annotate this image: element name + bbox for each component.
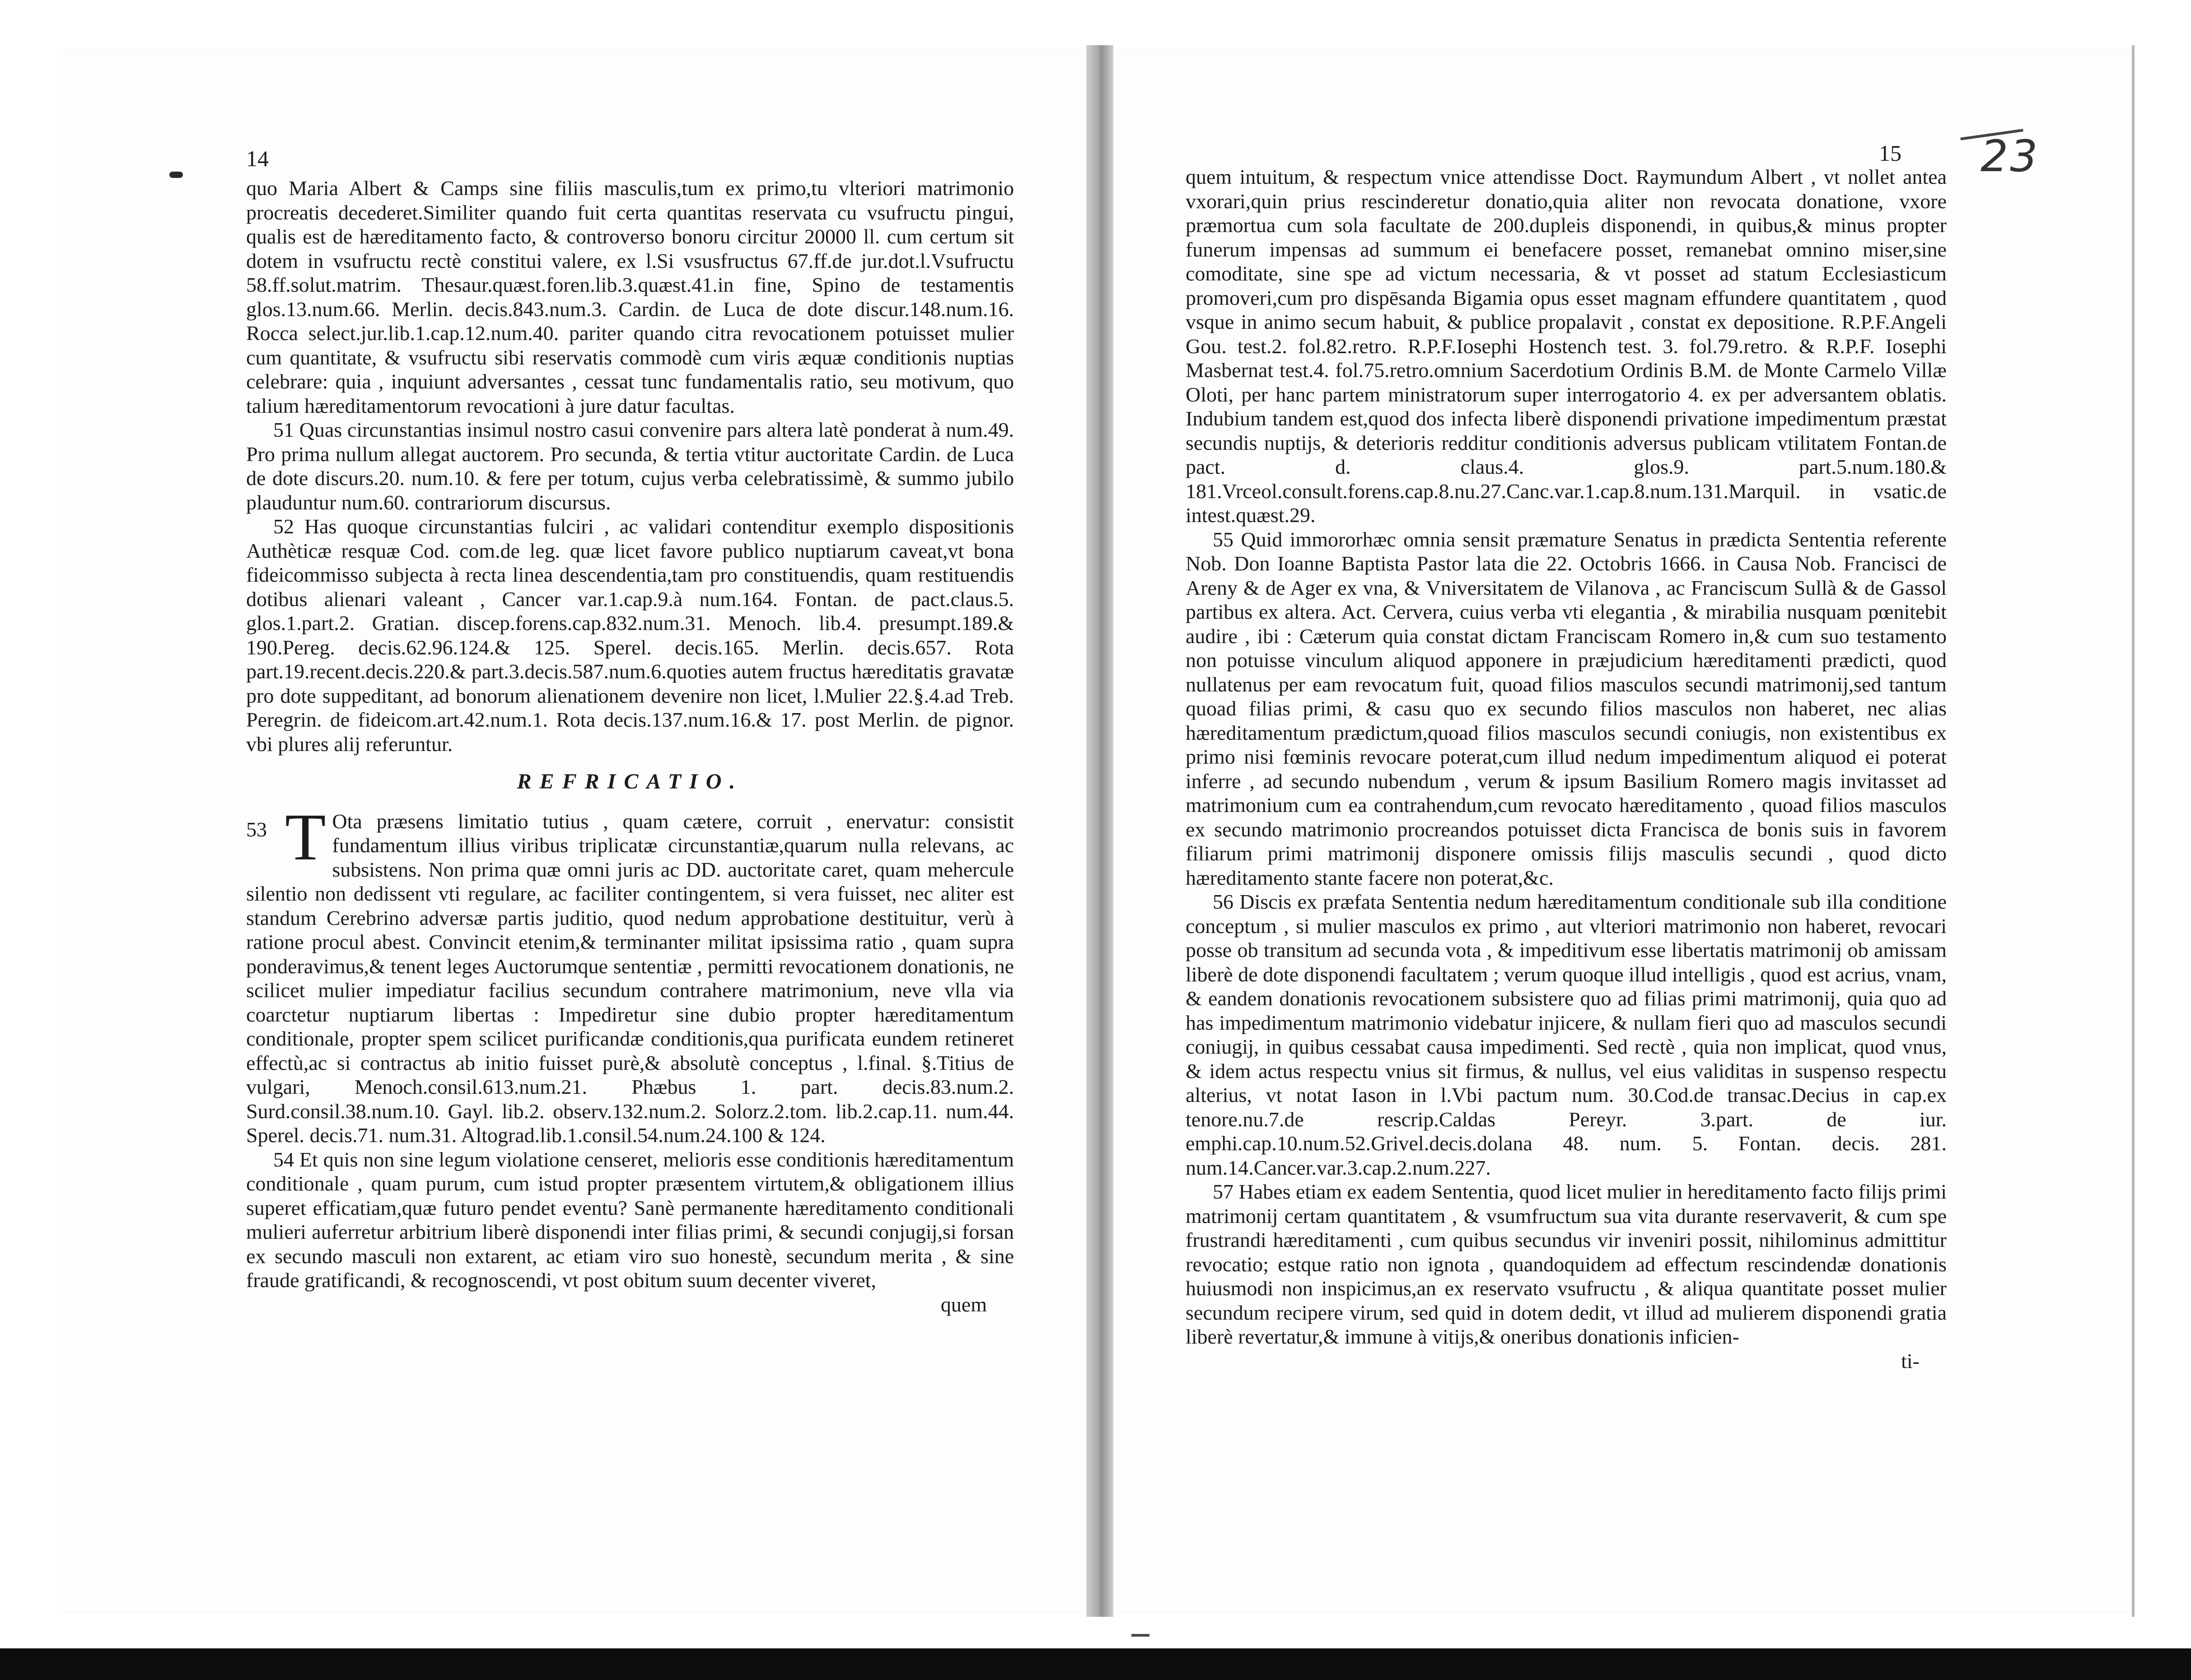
paragraph-54: 54 Et quis non sine legum violatione censeret, melioris esse conditionis hæreditamentum conditionale , quam purum, cum istud propter præsentem virtutem,& obligationem illius superet efficatiam,quæ futuro pendet eventu? Sanè permanente hæreditamento conditionali mulieri auferretur arbitrium liberè disponendi inter filias primi, & secundi conjugij,si forsan ex secundo masculi non extarent, ac etiam viro suo honestè, secundum merita , & sine fraude gratificandi, & recognoscendi, vt post obitum suum decenter viveret, (246, 1148, 1014, 1292)
paragraph-continuation: quo Maria Albert & Camps sine filiis masculis,tum ex primo,tu vlteriori matrimonio procreatis decederet.Similiter quando fuit certa quantitas reservata cu vsufructu pingui, qualis est de hæreditamento facto, & controverso bonoru circitur 20000 ll. cum certum sit dotem in vsufructu rectè constitui valere, ex l.Si vsusfructus 67.ff.de jur.dot.l.Vsufructu 58.ff.solut.matrim. Thesaur.quæst.foren.lib.3.quæst.41.in fine, Spino de testamentis glos.13.num.66. Merlin. decis.843.num.3. Cardin. de Luca de dote discur.148.num.16. Rocca select.jur.lib.1.cap.12.num.40. pariter quando citra revocationem potuisset mulier cum quantitate, & vsufructu sibi reservatis commodè cum viris æquæ conditionis nuptias celebrare: quia , inquiunt adversantes , cessat tunc fundamentalis ratio, seu motivum, quo talium hæreditamentorum revocationi à jure datur facultas. (246, 177, 1014, 417)
scan-mark (1131, 1634, 1149, 1637)
paragraph-52: 52 Has quoque circunstantias fulciri , ac validari contenditur exemplo dispositionis Authèticæ resquæ Cod. com.de leg. quæ licet favore publico nuptiarum caveat,vt bona fideicommisso subjecta à recta linea descendentia,tam pro constituendis, quam restituendis dotibus alienari valeant , Cancer var.1.cap.9.à num.164. Fontan. de pact.claus.5. glos.1.part.2. Gratian. discep.forens.cap.832.num.31. Menoch. lib.4. presumpt.189.& 190.Pereg. decis.62.96.124.& 125. Sperel. decis.165. Merlin. decis.657. Rota part.19.recent.decis.220.& part.3.decis.587.num.6.quoties autem fructus hæreditatis gravatæ pro dote suppeditant, ad bonorum alienationem devenire non licet, l.Mulier 22.§.4.ad Treb. Peregrin. de fideicom.art.42.num.1. Rota decis.137.num.16.& 17. post Merlin. de pignor. vbi plures alij referuntur. (246, 515, 1014, 756)
drop-cap: T (285, 800, 326, 874)
paragraph-57: 57 Habes etiam ex eadem Sententia, quod licet mulier in hereditamento facto filijs primi matrimonij certam quantitatem , & vsumfructum sua vita durante reservaverit, & cum spe frustrandi hæreditamenti , cum quibus secundus vir inveniri possit, nihilominus admittitur revocatio; estque ratio non ignota , quandoquidem ad effectum rescindendæ donationis huiusmodi non inspicimus,an ex reservato vsufructu , & aliqua quantitate posset mulier secundum recipere virum, sed quid in dotem dedit, vt illud ad mulierem disponendi gratia liberè revertatur,& immune à vitijs,& oneribus donationis inficien- (1186, 1180, 1947, 1348)
catchword: quem (940, 1293, 987, 1316)
left-page-number: 14 (246, 146, 269, 171)
paragraph-continuation: quem intuitum, & respectum vnice attendisse Doct. Raymundum Albert , vt nollet antea vxorari,quin prius rescinderetur donatio,quia aliter non revocata donatione, vxore præmortua cum sola facultate de 200.dupleis disponendi, in quibus,& minus propter funerum impensas ad summum ei benefacere posset, remanebat omnino miser,sine comoditate, sine spe ad victum necessaria, & vt posset ad statum Ecclesiasticum promoveri,cum pro dispēsanda Bigamia opus esset magnam effundere quantitatem , quod vsque in animo secum habuit, & publice propalavit , constat ex depositione. R.P.F.Angeli Gou. test.2. fol.82.retro. R.P.F.Iosephi Hostench test. 3. fol.79.retro. & R.P.F. Iosephi Masbernat test.4. fol.75.retro.omnium Sacerdotium Ordinis B.M. de Monte Carmelo Villæ Oloti, per hanc partem ministratorum super interrogatorio 4. ex per adversantem oblatis. Indubium tandem est,quod dos infecta liberè disponendi privatione impedimentum præstat secundis nuptijs, & deterioris redditur conditionis adversus publicam vtilitatem Fontan.de pact. d. claus.4. glos.9. part.5.num.180.& 181.Vrceol.consult.forens.cap.8.nu.27.Canc.var.1.cap.8.num.131.Marquil. in vsatic.de intest.quæst.29. (1186, 165, 1947, 527)
book-gutter (1086, 45, 1113, 1617)
paragraph-55: 55 Quid immororhæc omnia sensit præmature Senatus in prædicta Sententia referente Nob. Don Ioanne Baptista Pastor lata die 22. Octobris 1666. in Causa Nob. Francisci de Areny & de Ager ex vna, & Vniversitatem de Vilanova , ac Franciscum Sullà & de Gassol partibus ex altera. Act. Cervera, cuius verba vti elegantia , & mirabilia nusquam pœnitebit audire , ibi : Cæterum quia constat dictam Franciscam Romero in,& cum suo testamento non potuisse vinculum aliquod apponere in præjudicium hæreditamenti prædicti, quod nullatenus per eam revocatum fuit, quoad filios masculos secundi matrimonij,sed tantum quoad filias primi, & casu quo ex secundo filios masculos non haberet, nec alias hæreditamentum prædictum,quoad filios masculos secundi coniugis, non existentibus ex primo nisi fœminis revocare poterat,cum illud nedum impedimentum aliquod ei poterat inferre , ad secundo nubendum , verum & ipsum Basilium Romero magis invitasset ad matrimonium cum ea contrahendum,cum revocato hæreditamento , quoad filios masculos ex secundo matrimonio procreandos potuisset dicta Francisca de bonis suis in favorem filiarum primi matrimonij disponere omissis filijs masculis secundi , quod dicto hæreditamento stante facere non poterat,&c. (1186, 527, 1947, 889)
section-heading: REFRICATIO. (517, 770, 743, 793)
paragraph-53-text: Ota præsens limitatio tutius , quam cætere, corruit , enervatur: consistit fundamentum illius viribus triplicatæ circunstantiæ,quarum nulla relevans, ac subsistens. Non prima quæ omni juris ac DD. auctoritate caret, quam mehercule silentio non dedissent vti regulare, ac faciliter contingentem, si vera fuisset, nec aliter est standum Cerebrino adversæ partis juditio, quod nedum approbatione destituitur, verù à ratione procul abest. Convincit etenim,& terminanter militat ipsissima ratio , quam supra ponderavimus,& tenent leges Auctorumque sententiæ , permitti revocationem donationis, ne scilicet mulier impediatur facilius secundum contrahere matrimonium, neve vlla via coarctetur nuptiarum libertas : Impediretur sine dubio propter hæreditamentum conditionale, propter spem scilicet purificandæ conditionis,qua purificata eundem retineret effectù,ac si contractus ab initio fuisset purè,& absolutè conceptus , l.final. §.Titius de vulgari, Menoch.consil.613.num.21. Phæbus 1. part. decis.83.num.2. Surd.consil.38.num.10. Gayl. lib.2. observ.132.num.2. Solorz.2.tom. lib.2.cap.11. num.44. Sperel. decis.71. num.31. Altograd.lib.1.consil.54.num.24.100 & 124. (246, 809, 1014, 1147)
paragraph-56: 56 Discis ex præfata Sententia nedum hæreditamentum conditionale sub illa conditione conceptum , si mulier masculos ex primo , aut vlteriori matrimonio non haberet, revocari posse ob transitum ad secunda vota , & impeditivum esse libertatis matrimonij ob amissam liberè de dote disponendi facultatem ; verum quoque illud intelligis , quod est acrius, vnam, & eandem donationis revocationem subsistere quo ad filias primi matrimonij, quia quo ad has impedimentum matrimonio videbatur injicere, & nullam fieri quo ad masculos secundi coniugij, in quibus cessabat causa impedimenti. Sed rectè , quia non implicat, quod vnus, & idem actus respectu vnius sit firmus, & nullus, vel eius validitas in suspenso respectu alterius, vt notat Iason in l.Vbi pactum num. 30.Cod.de transac.Decius in cap.ex tenore.nu.7.de rescrip.Caldas Pereyr. 3.part. de iur. emphi.cap.10.num.52.Grivel.decis.dolana 48. num. 5. Fontan. decis. 281. num.14.Cancer.var.3.cap.2.num.227. (1186, 890, 1947, 1179)
margin-mark (169, 172, 183, 178)
marginal-note: 23 (1981, 131, 2040, 182)
catchword: ti- (1901, 1349, 1920, 1372)
right-page-text (1186, 165, 1947, 1373)
scan-border (0, 1648, 2191, 1680)
right-page-number: 15 (1879, 140, 1901, 166)
paragraph-53-number: 53 (246, 817, 267, 841)
left-page-text (246, 176, 1014, 1316)
page-edge (2132, 45, 2135, 1617)
paragraph-53 (246, 800, 1014, 1148)
paragraph-51: 51 Quas circunstantias insimul nostro casui convenire pars altera latè ponderat à num.49. Pro prima nullum allegat auctorem. Pro secunda, & tertia vtitur auctoritate Cardin. de Luca de dote discurs.20. num.10. & fere per totum, cujus verba celebratissimè, & summo jubilo plauduntur num.60. contrariorum discursus. (246, 418, 1014, 514)
